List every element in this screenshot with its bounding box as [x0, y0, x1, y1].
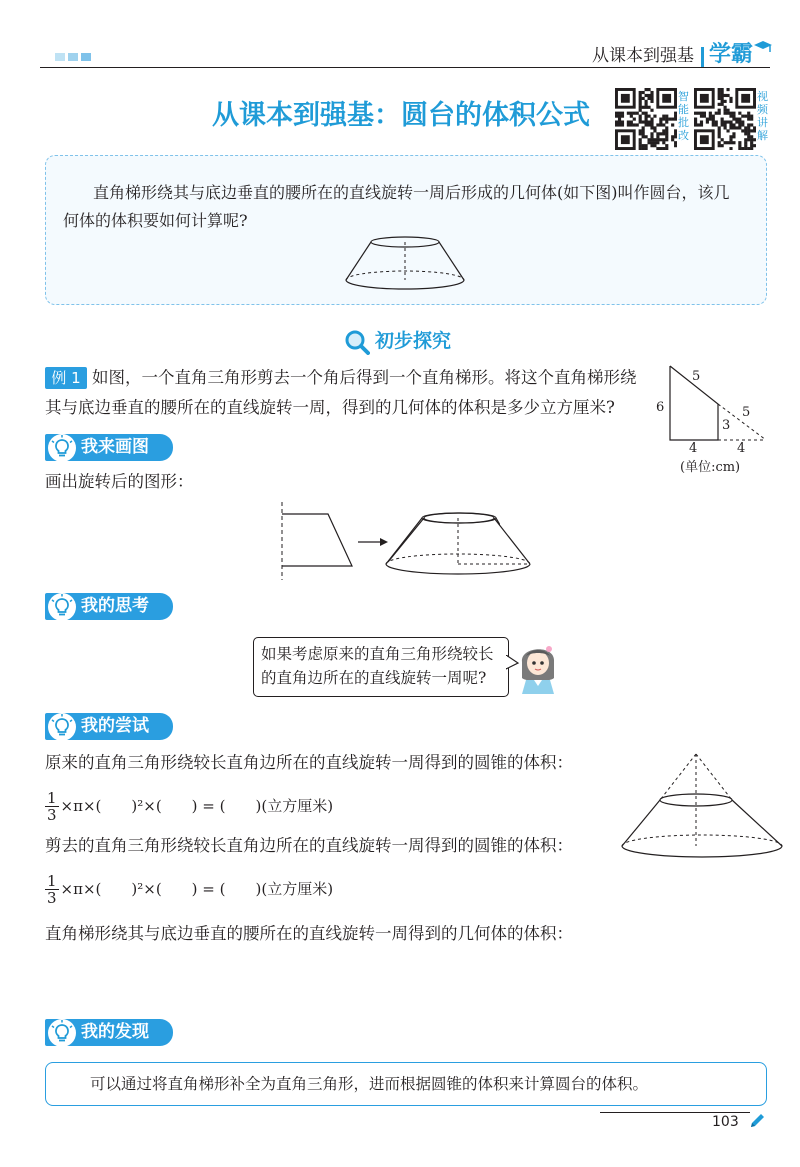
fraction-denominator: 3 [47, 806, 57, 824]
page-number: 103 [712, 1114, 739, 1130]
qr-label-grading: 智能批改 [678, 90, 689, 142]
rotation-frustum [382, 508, 534, 580]
try-line-2: 剪去的直角三角形绕较长直角边所在的直线旋转一周得到的圆锥的体积： [45, 836, 573, 855]
speech-line-1: 如果考虑原来的直角三角形绕较长 [261, 645, 494, 663]
section-banner-think [45, 593, 173, 620]
section-title-draw: 我来画图 [81, 437, 149, 457]
figure-label-dash: 5 [742, 405, 751, 420]
trapezoid-figure [650, 360, 780, 460]
search-icon [344, 329, 370, 355]
qr-code-icon[interactable] [694, 88, 756, 150]
intro-line-2: 何体的体积要如何计算呢? [63, 211, 248, 230]
section-banner-find [45, 1019, 173, 1046]
header-section-label: 从课本到强基 [592, 46, 694, 66]
example-badge: 例 1 [45, 367, 87, 389]
page-title: 从课本到强基：圆台的体积公式 [212, 100, 590, 131]
formula-2 [45, 867, 333, 911]
example-line-2: 其与底边垂直的腰所在的直线旋转一周，得到的几何体的体积是多少立方厘米? [45, 398, 615, 417]
cone-figure [616, 752, 788, 864]
header-divider [701, 47, 704, 67]
header-decor [55, 53, 95, 61]
formula-fraction [45, 873, 59, 906]
speech-line-2: 的直角边所在的直线旋转一周呢? [261, 669, 487, 687]
try-line-1: 原来的直角三角形绕较长直角边所在的直线旋转一周得到的圆锥的体积： [45, 753, 573, 772]
figure-label-mid: 3 [722, 418, 731, 433]
example-line-1: 如图，一个直角三角形剪去一个角后得到一个直角梯形。将这个直角梯形绕 [92, 368, 637, 387]
formula-body: ×π×( )²×( ) = ( )(立方厘米) [60, 880, 334, 898]
formula-1 [45, 784, 333, 828]
section-title-think: 我的思考 [81, 596, 149, 616]
lightbulb-icon [47, 592, 77, 622]
lightbulb-icon [47, 712, 77, 742]
figure-label-left: 6 [656, 400, 665, 415]
lightbulb-icon [47, 433, 77, 463]
pencil-icon [748, 1112, 766, 1130]
qr-label-video: 视频讲解 [757, 90, 768, 142]
figure-unit: (单位:cm) [680, 460, 741, 475]
girl-avatar [516, 638, 560, 694]
figure-label-top: 5 [692, 369, 701, 384]
section-title-find: 我的发现 [81, 1022, 149, 1042]
section-title-try: 我的尝试 [81, 716, 149, 736]
graduation-cap-icon [754, 40, 772, 54]
header-rule [40, 67, 770, 68]
finding-text: 可以通过将直角梯形补全为直角三角形，进而根据圆锥的体积来计算圆台的体积。 [90, 1075, 649, 1093]
section-banner-draw [45, 434, 173, 461]
formula-fraction [45, 790, 59, 823]
draw-instruction: 画出旋转后的图形： [45, 472, 194, 491]
section-banner-try [45, 713, 173, 740]
try-line-3: 直角梯形绕其与底边垂直的腰所在的直线旋转一周得到的几何体的体积： [45, 924, 573, 943]
formula-body: ×π×( )²×( ) = ( )(立方厘米) [60, 797, 334, 815]
explore-heading: 初步探究 [375, 330, 452, 352]
figure-label-bottom-left: 4 [689, 441, 698, 456]
frustum-figure-intro [340, 232, 470, 294]
fraction-denominator: 3 [47, 889, 57, 907]
figure-label-bottom-right: 4 [737, 441, 746, 456]
lightbulb-icon [47, 1018, 77, 1048]
qr-code-icon[interactable] [615, 88, 677, 150]
fraction-numerator: 1 [47, 872, 57, 890]
intro-line-1: 直角梯形绕其与底边垂直的腰所在的直线旋转一周后形成的几何体(如下图)叫作圆台，该几 [93, 183, 730, 202]
brand-logo: 学霸 [709, 42, 754, 67]
fraction-numerator: 1 [47, 789, 57, 807]
